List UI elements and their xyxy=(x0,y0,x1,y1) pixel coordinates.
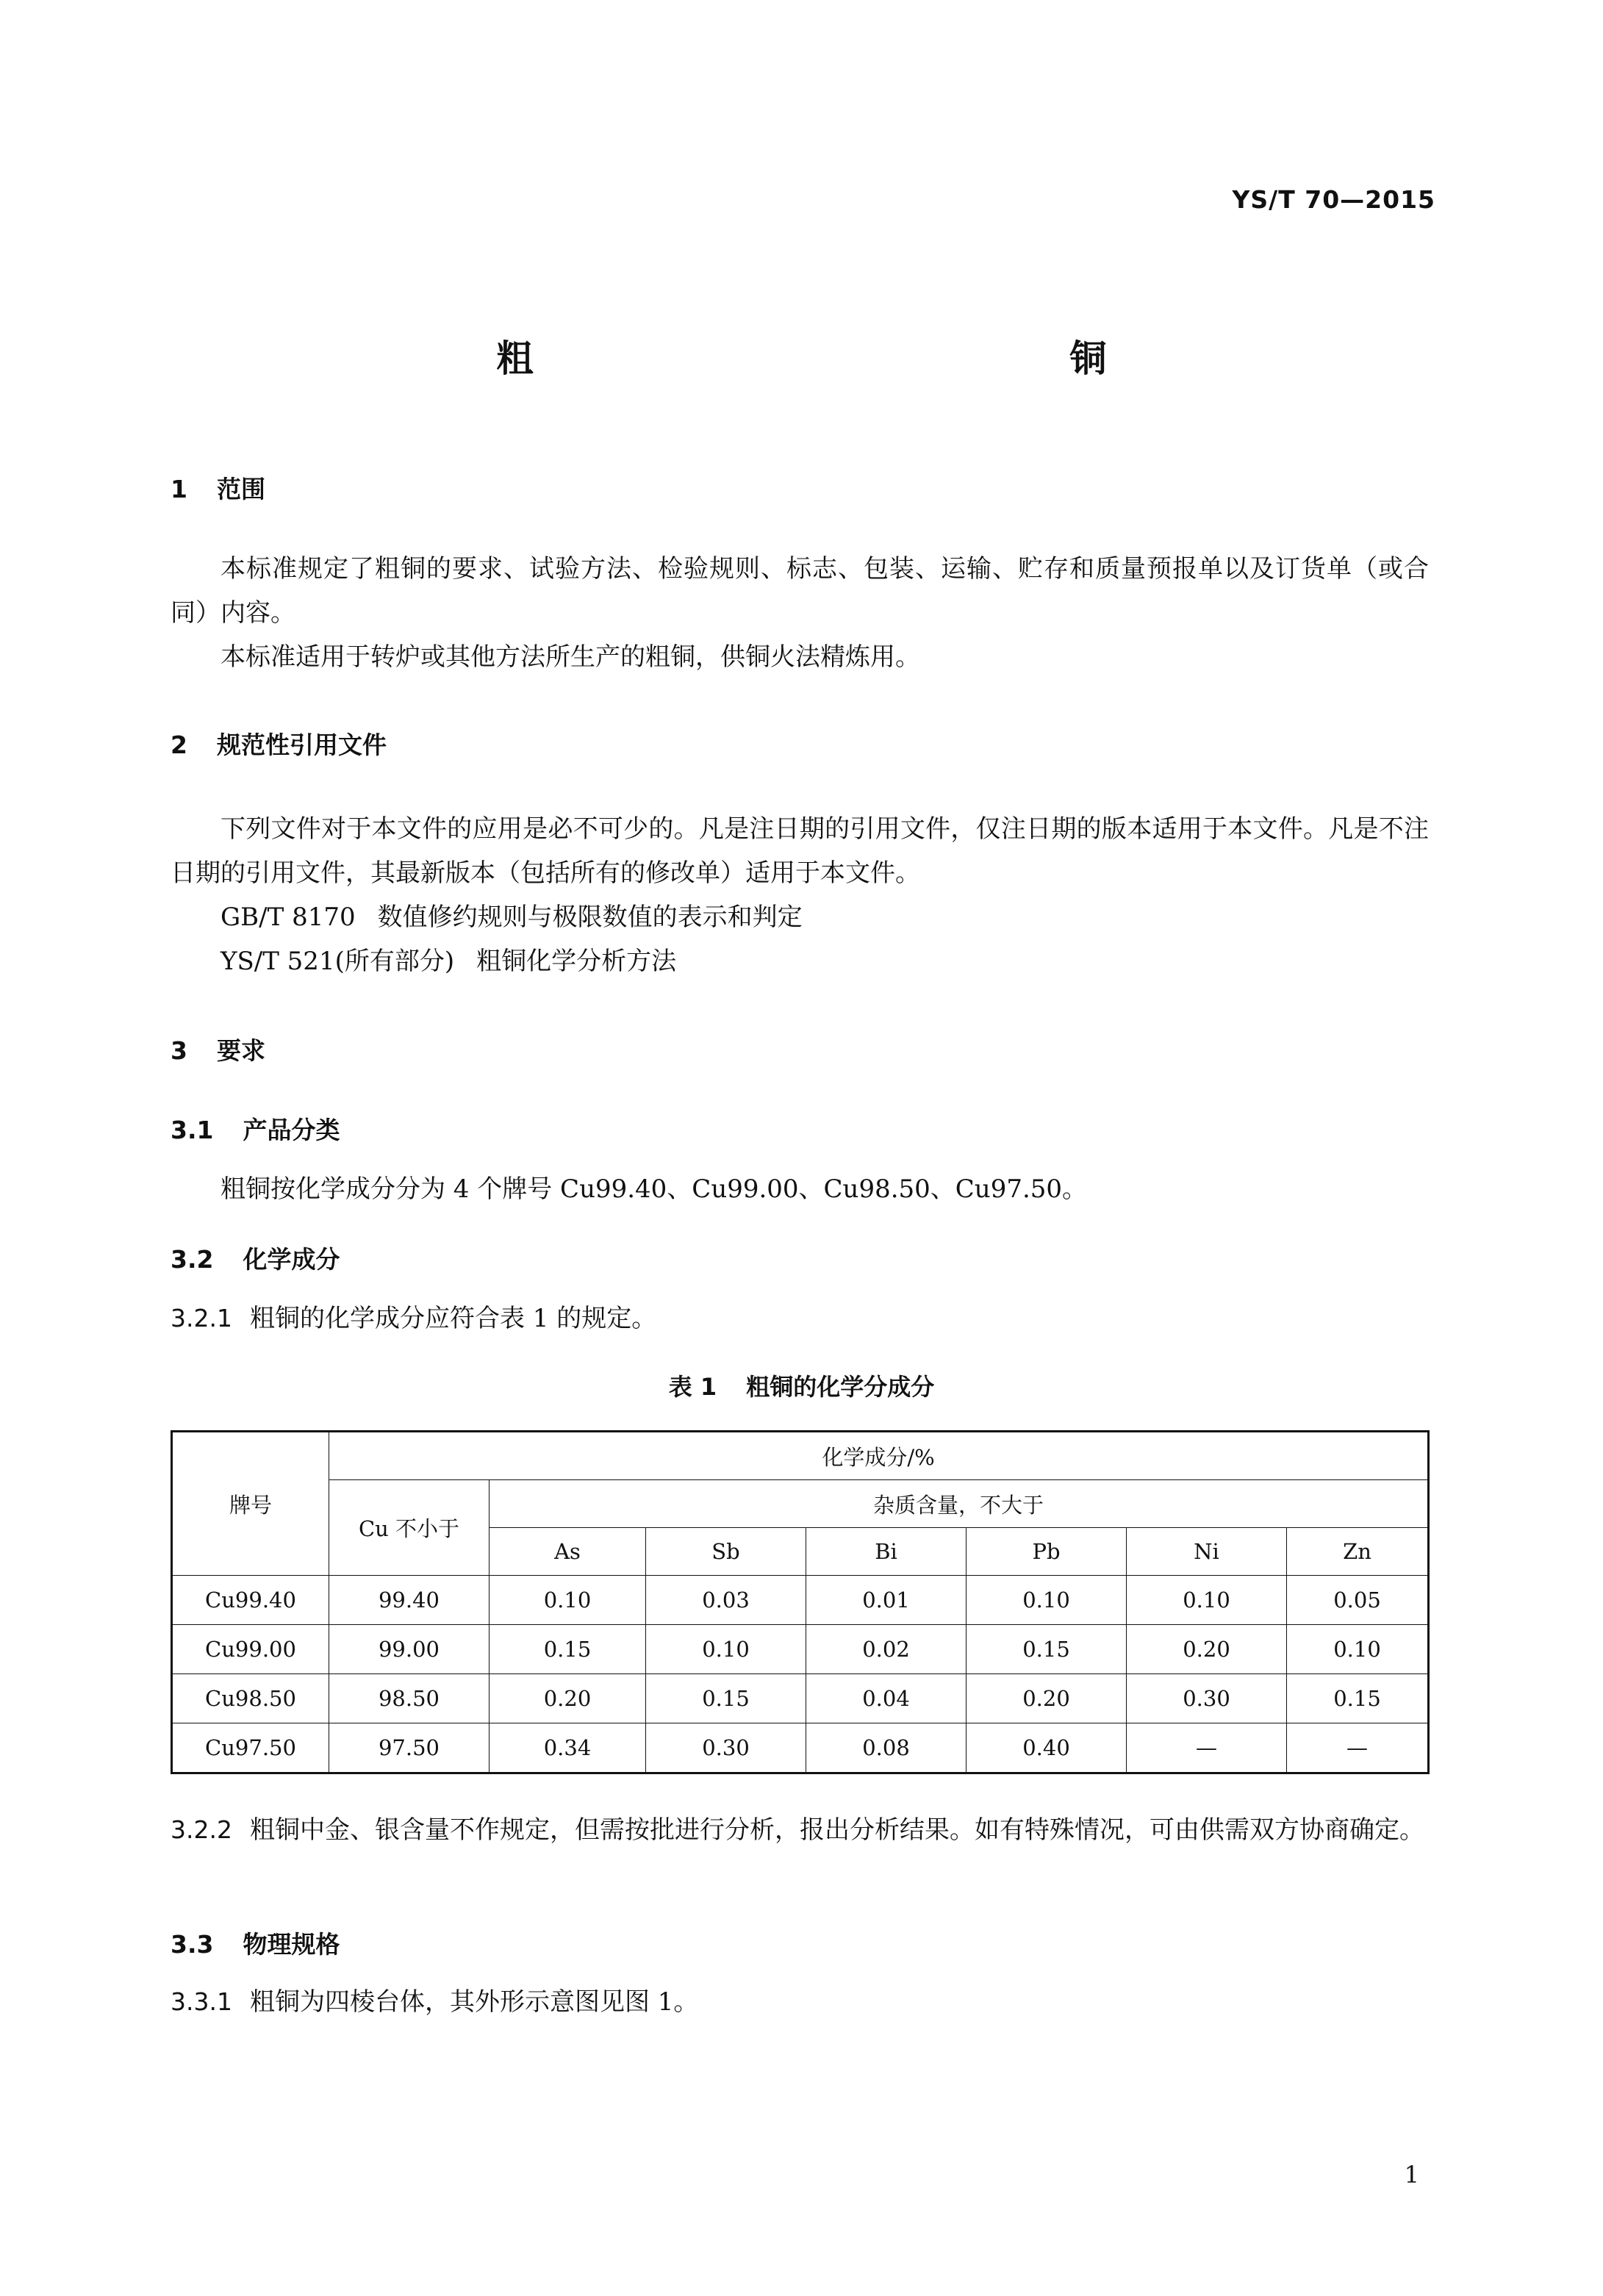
section-title: 产品分类 xyxy=(243,1116,340,1144)
section-2-heading xyxy=(171,726,387,761)
table-cell: 97.50 xyxy=(329,1723,489,1773)
table-cell: 0.20 xyxy=(1127,1625,1287,1674)
section-title: 要求 xyxy=(216,1036,265,1065)
table-cell: Cu99.40 xyxy=(172,1576,329,1625)
document-title: 粗 铜 xyxy=(496,337,1261,380)
table-cell: 0.15 xyxy=(646,1674,806,1723)
table-cell: 0.10 xyxy=(1127,1576,1287,1625)
section-number: 3.2 xyxy=(171,1245,214,1274)
section-number: 3.1 xyxy=(171,1116,214,1144)
section-number: 1 xyxy=(171,475,187,503)
table-cell: 0.15 xyxy=(967,1625,1127,1674)
reference-item xyxy=(171,939,1479,983)
clause-3-2-1 xyxy=(171,1296,1429,1341)
table-cell: Cu99.00 xyxy=(172,1625,329,1674)
section-number: 2 xyxy=(171,731,187,759)
table-cell: 0.20 xyxy=(489,1674,646,1723)
header-impurity: 杂质含量，不大于 xyxy=(489,1480,1429,1528)
section-1-paragraph-2: 本标准适用于转炉或其他方法所生产的粗铜，供铜火法精炼用。 xyxy=(220,642,920,672)
table-cell: 0.15 xyxy=(489,1625,646,1674)
table-cell: 98.50 xyxy=(329,1674,489,1723)
section-1-paragraph-1: 本标准规定了粗铜的要求、试验方法、检验规则、标志、包装、运输、贮存和质量预报单以及订货单（或合同）内容。 xyxy=(171,554,1429,628)
table-cell: 0.04 xyxy=(806,1674,967,1723)
section-title: 物理规格 xyxy=(243,1930,340,1959)
table-cell: 0.03 xyxy=(646,1576,806,1625)
table-cell: 0.01 xyxy=(806,1576,967,1625)
clause-number: 3.2.1 xyxy=(171,1304,232,1332)
table-caption-number: 表 1 xyxy=(668,1373,717,1401)
section-3-3-heading xyxy=(171,1926,340,1960)
reference-name: 数值修约规则与极限数值的表示和判定 xyxy=(377,903,803,932)
table-cell: 0.10 xyxy=(967,1576,1127,1625)
table-cell: 0.05 xyxy=(1287,1576,1429,1625)
table-cell: 0.34 xyxy=(489,1723,646,1773)
table-cell: 99.00 xyxy=(329,1625,489,1674)
header-element: Sb xyxy=(646,1528,806,1576)
table-cell: 0.10 xyxy=(1287,1625,1429,1674)
header-element: Bi xyxy=(806,1528,967,1576)
section-3-1-paragraph: 粗铜按化学成分分为 4 个牌号 Cu99.40、Cu99.00、Cu98.50、Cu97.50。 xyxy=(220,1174,1088,1204)
header-grade: 牌号 xyxy=(172,1432,329,1576)
header-cu-min: Cu 不小于 xyxy=(329,1480,489,1576)
table-row xyxy=(172,1723,1429,1773)
table-cell: 0.08 xyxy=(806,1723,967,1773)
clause-text: 粗铜为四棱台体，其外形示意图见图 1。 xyxy=(249,1987,699,2017)
table-cell: 0.10 xyxy=(646,1625,806,1674)
table-cell: — xyxy=(1287,1723,1429,1773)
header-element: Ni xyxy=(1127,1528,1287,1576)
standard-code: YS/T 70—2015 xyxy=(1232,185,1435,214)
clause-number: 3.2.2 xyxy=(171,1815,232,1844)
table-cell: Cu98.50 xyxy=(172,1674,329,1723)
table-cell: 99.40 xyxy=(329,1576,489,1625)
clause-number: 3.3.1 xyxy=(171,1987,232,2016)
header-element: As xyxy=(489,1528,646,1576)
clause-3-3-1 xyxy=(171,1980,1429,2024)
reference-item xyxy=(171,895,1479,939)
table-cell: 0.40 xyxy=(967,1723,1127,1773)
table-cell: Cu97.50 xyxy=(172,1723,329,1773)
section-number: 3 xyxy=(171,1036,187,1065)
table-cell: 0.10 xyxy=(489,1576,646,1625)
section-3-heading xyxy=(171,1032,265,1066)
section-2-paragraph-1: 下列文件对于本文件的应用是必不可少的。凡是注日期的引用文件，仅注日期的版本适用于本文件。凡是不注日期的引用文件，其最新版本（包括所有的修改单）适用于本文件。 xyxy=(171,814,1429,888)
table-row xyxy=(172,1576,1429,1625)
table-caption-text: 粗铜的化学分成分 xyxy=(746,1373,935,1401)
composition-table xyxy=(171,1430,1430,1774)
table-cell: 0.30 xyxy=(646,1723,806,1773)
section-3-2-heading xyxy=(171,1241,340,1275)
table-cell: 0.15 xyxy=(1287,1674,1429,1723)
table-row xyxy=(172,1674,1429,1723)
section-title: 范围 xyxy=(216,475,265,503)
table-cell: 0.20 xyxy=(967,1674,1127,1723)
table-cell: — xyxy=(1127,1723,1287,1773)
header-element: Pb xyxy=(967,1528,1127,1576)
clause-text: 粗铜中金、银含量不作规定，但需按批进行分析，报出分析结果。如有特殊情况，可由供需双方协商确定。 xyxy=(249,1815,1424,1845)
reference-code: GB/T 8170 xyxy=(220,903,356,932)
table-caption xyxy=(0,1368,1603,1402)
clause-3-2-2 xyxy=(171,1808,1429,1852)
section-title: 规范性引用文件 xyxy=(216,731,387,759)
section-3-1-heading xyxy=(171,1111,340,1146)
table-cell: 0.30 xyxy=(1127,1674,1287,1723)
table-cell: 0.02 xyxy=(806,1625,967,1674)
section-number: 3.3 xyxy=(171,1930,214,1959)
page-number: 1 xyxy=(1404,2161,1419,2189)
clause-text: 粗铜的化学成分应符合表 1 的规定。 xyxy=(249,1304,657,1333)
section-1-heading xyxy=(171,470,265,505)
section-title: 化学成分 xyxy=(243,1245,340,1274)
header-element: Zn xyxy=(1287,1528,1429,1576)
header-composition: 化学成分/% xyxy=(329,1432,1429,1480)
reference-code: YS/T 521(所有部分) xyxy=(220,947,455,976)
reference-name: 粗铜化学分析方法 xyxy=(476,947,677,976)
table-row xyxy=(172,1625,1429,1674)
